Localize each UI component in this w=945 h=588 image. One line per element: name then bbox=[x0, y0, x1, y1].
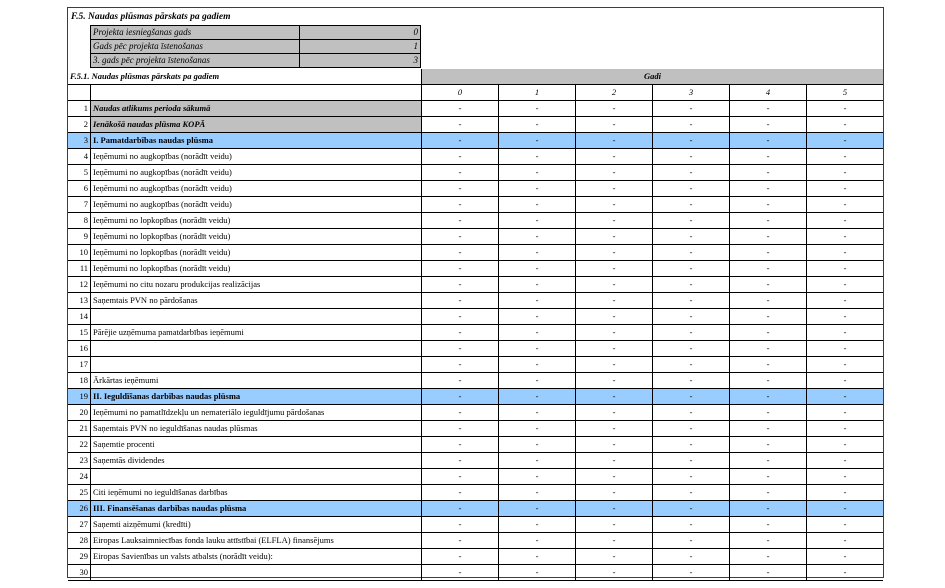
row-label[interactable]: Eiropas Savienības un valsts atbalsts (norādīt veidu): bbox=[91, 549, 422, 565]
value-cell[interactable]: - bbox=[730, 293, 807, 309]
row-number[interactable]: 29 bbox=[68, 549, 91, 565]
value-cell[interactable]: - bbox=[807, 421, 884, 437]
value-cell[interactable]: - bbox=[807, 517, 884, 533]
value-cell[interactable]: - bbox=[730, 389, 807, 405]
value-cell[interactable]: - bbox=[422, 517, 499, 533]
year-header-2[interactable]: 2 bbox=[576, 85, 653, 101]
year-header-4[interactable]: 4 bbox=[730, 85, 807, 101]
row-number[interactable]: 6 bbox=[68, 181, 91, 197]
value-cell[interactable]: - bbox=[653, 501, 730, 517]
value-cell[interactable]: - bbox=[422, 213, 499, 229]
param-label[interactable]: Gads pēc projekta īstenošanas bbox=[91, 40, 300, 54]
param-label[interactable]: Projekta iesniegšanas gads bbox=[91, 26, 300, 40]
row-number[interactable]: 17 bbox=[68, 357, 91, 373]
row-label[interactable]: Eiropas Lauksaimniecības fonda lauku attīstībai (ELFLA) finansējums bbox=[91, 533, 422, 549]
value-cell[interactable]: - bbox=[576, 325, 653, 341]
table-row bbox=[68, 565, 883, 581]
row-label[interactable]: Ieņēmumi no augkopības (norādīt veidu) bbox=[91, 149, 422, 165]
table-row bbox=[68, 277, 883, 293]
value-cell[interactable]: - bbox=[499, 357, 576, 373]
table-row bbox=[68, 117, 883, 133]
value-cell[interactable]: - bbox=[807, 325, 884, 341]
row-number[interactable]: 11 bbox=[68, 261, 91, 277]
value-cell[interactable]: - bbox=[576, 437, 653, 453]
value-cell[interactable]: - bbox=[807, 453, 884, 469]
table-row bbox=[68, 437, 883, 453]
value-cell[interactable]: - bbox=[422, 501, 499, 517]
value-cell[interactable]: - bbox=[422, 261, 499, 277]
table-row bbox=[68, 293, 883, 309]
value-cell[interactable]: - bbox=[730, 501, 807, 517]
value-cell[interactable]: - bbox=[576, 357, 653, 373]
row-number[interactable]: 22 bbox=[68, 437, 91, 453]
value-cell[interactable]: - bbox=[422, 341, 499, 357]
value-cell[interactable]: - bbox=[499, 309, 576, 325]
row-label[interactable]: Pārējie uzņēmuma pamatdarbības ieņēmumi bbox=[91, 325, 422, 341]
row-label[interactable]: Ārkārtas ieņēmumi bbox=[91, 373, 422, 389]
value-cell[interactable]: - bbox=[499, 549, 576, 565]
value-cell[interactable]: - bbox=[807, 213, 884, 229]
value-cell[interactable]: - bbox=[499, 293, 576, 309]
value-cell[interactable]: - bbox=[653, 261, 730, 277]
year-header-3[interactable]: 3 bbox=[653, 85, 730, 101]
table-row bbox=[68, 181, 883, 197]
corner-cell[interactable] bbox=[91, 85, 422, 101]
value-cell[interactable]: - bbox=[499, 405, 576, 421]
value-cell[interactable]: - bbox=[807, 117, 884, 133]
value-cell[interactable]: - bbox=[730, 437, 807, 453]
value-cell[interactable]: - bbox=[499, 149, 576, 165]
row-number[interactable]: 15 bbox=[68, 325, 91, 341]
row-number[interactable]: 21 bbox=[68, 421, 91, 437]
header-row-gadi bbox=[68, 69, 883, 85]
row-number[interactable]: 30 bbox=[68, 565, 91, 581]
value-cell[interactable]: - bbox=[499, 437, 576, 453]
value-cell[interactable]: - bbox=[653, 565, 730, 581]
value-cell[interactable]: - bbox=[499, 389, 576, 405]
value-cell[interactable]: - bbox=[653, 197, 730, 213]
row-number[interactable]: 27 bbox=[68, 517, 91, 533]
value-cell[interactable]: - bbox=[499, 341, 576, 357]
value-cell[interactable]: - bbox=[422, 405, 499, 421]
table-row bbox=[68, 197, 883, 213]
value-cell[interactable]: - bbox=[730, 405, 807, 421]
value-cell[interactable]: - bbox=[422, 389, 499, 405]
table-row bbox=[68, 213, 883, 229]
table-row bbox=[68, 453, 883, 469]
value-cell[interactable]: - bbox=[499, 181, 576, 197]
table-row bbox=[68, 165, 883, 181]
value-cell[interactable]: - bbox=[730, 213, 807, 229]
param-row bbox=[91, 40, 421, 54]
value-cell[interactable]: - bbox=[653, 549, 730, 565]
value-cell[interactable]: - bbox=[499, 277, 576, 293]
row-number[interactable]: 28 bbox=[68, 533, 91, 549]
value-cell[interactable]: - bbox=[499, 325, 576, 341]
value-cell[interactable]: - bbox=[653, 421, 730, 437]
value-cell[interactable]: - bbox=[653, 517, 730, 533]
row-label[interactable]: Saņemtais PVN no pārdošanas bbox=[91, 293, 422, 309]
value-cell[interactable]: - bbox=[422, 165, 499, 181]
value-cell[interactable]: - bbox=[730, 325, 807, 341]
table-row bbox=[68, 261, 883, 277]
value-cell[interactable]: - bbox=[807, 101, 884, 117]
value-cell[interactable]: - bbox=[730, 133, 807, 149]
value-cell[interactable]: - bbox=[653, 181, 730, 197]
row-label[interactable]: III. Finansēšanas darbības naudas plūsma bbox=[91, 501, 422, 517]
value-cell[interactable]: - bbox=[499, 501, 576, 517]
value-cell[interactable]: - bbox=[807, 485, 884, 501]
row-number[interactable]: 1 bbox=[68, 101, 91, 117]
value-cell[interactable]: - bbox=[807, 373, 884, 389]
value-cell[interactable]: - bbox=[730, 309, 807, 325]
table-row bbox=[68, 149, 883, 165]
value-cell[interactable]: - bbox=[807, 389, 884, 405]
row-label[interactable] bbox=[91, 469, 422, 485]
value-cell[interactable]: - bbox=[422, 533, 499, 549]
value-cell[interactable]: - bbox=[730, 181, 807, 197]
value-cell[interactable]: - bbox=[730, 197, 807, 213]
row-label[interactable]: Ieņēmumi no lopkopības (norādīt veidu) bbox=[91, 245, 422, 261]
value-cell[interactable]: - bbox=[730, 373, 807, 389]
row-number[interactable]: 20 bbox=[68, 405, 91, 421]
row-label[interactable]: Saņemtie procenti bbox=[91, 437, 422, 453]
row-label[interactable]: Ieņēmumi no lopkopības (norādīt veidu) bbox=[91, 261, 422, 277]
row-label[interactable]: Ieņēmumi no citu nozaru produkcijas realizācijas bbox=[91, 277, 422, 293]
row-label[interactable]: Ieņēmumi no augkopības (norādīt veidu) bbox=[91, 197, 422, 213]
value-cell[interactable]: - bbox=[422, 565, 499, 581]
row-label[interactable]: Saņemtās dividendes bbox=[91, 453, 422, 469]
value-cell[interactable]: - bbox=[730, 341, 807, 357]
row-label[interactable] bbox=[91, 357, 422, 373]
row-label[interactable]: Ieņēmumi no pamatlīdzekļu un nemateriālo ieguldījumu pārdošanas bbox=[91, 405, 422, 421]
value-cell[interactable]: - bbox=[730, 165, 807, 181]
value-cell[interactable]: - bbox=[730, 357, 807, 373]
value-cell[interactable]: - bbox=[576, 373, 653, 389]
value-cell[interactable]: - bbox=[576, 229, 653, 245]
row-label[interactable]: Ieņēmumi no augkopības (norādīt veidu) bbox=[91, 165, 422, 181]
value-cell[interactable]: - bbox=[422, 325, 499, 341]
value-cell[interactable]: - bbox=[576, 181, 653, 197]
value-cell[interactable]: - bbox=[499, 373, 576, 389]
value-cell[interactable]: - bbox=[730, 101, 807, 117]
value-cell[interactable]: - bbox=[730, 149, 807, 165]
table-row bbox=[68, 549, 883, 565]
spreadsheet-sheet bbox=[67, 7, 884, 578]
value-cell[interactable]: - bbox=[576, 245, 653, 261]
corner-cell[interactable] bbox=[68, 85, 91, 101]
value-cell[interactable]: - bbox=[653, 229, 730, 245]
value-cell[interactable]: - bbox=[499, 229, 576, 245]
value-cell[interactable]: - bbox=[730, 453, 807, 469]
value-cell[interactable]: - bbox=[576, 117, 653, 133]
param-value[interactable]: 0 bbox=[300, 26, 421, 40]
value-cell[interactable]: - bbox=[422, 437, 499, 453]
project-params-table bbox=[90, 25, 421, 68]
value-cell[interactable]: - bbox=[807, 133, 884, 149]
value-cell[interactable]: - bbox=[653, 389, 730, 405]
value-cell[interactable]: - bbox=[576, 533, 653, 549]
value-cell[interactable]: - bbox=[499, 165, 576, 181]
value-cell[interactable]: - bbox=[653, 325, 730, 341]
value-cell[interactable]: - bbox=[653, 437, 730, 453]
value-cell[interactable]: - bbox=[576, 389, 653, 405]
value-cell[interactable]: - bbox=[576, 165, 653, 181]
row-number[interactable]: 19 bbox=[68, 389, 91, 405]
value-cell[interactable]: - bbox=[576, 485, 653, 501]
value-cell[interactable]: - bbox=[807, 357, 884, 373]
row-number[interactable]: 10 bbox=[68, 245, 91, 261]
value-cell[interactable]: - bbox=[422, 245, 499, 261]
row-number[interactable]: 4 bbox=[68, 149, 91, 165]
value-cell[interactable]: - bbox=[807, 533, 884, 549]
value-cell[interactable]: - bbox=[653, 357, 730, 373]
row-label[interactable] bbox=[91, 565, 422, 581]
value-cell[interactable]: - bbox=[807, 309, 884, 325]
value-cell[interactable]: - bbox=[576, 277, 653, 293]
row-number[interactable]: 2 bbox=[68, 117, 91, 133]
value-cell[interactable]: - bbox=[499, 133, 576, 149]
value-cell[interactable]: - bbox=[576, 293, 653, 309]
value-cell[interactable]: - bbox=[422, 549, 499, 565]
table-row bbox=[68, 309, 883, 325]
value-cell[interactable]: - bbox=[576, 565, 653, 581]
value-cell[interactable]: - bbox=[807, 181, 884, 197]
years-header[interactable]: Gadi bbox=[422, 69, 884, 85]
value-cell[interactable]: - bbox=[576, 453, 653, 469]
value-cell[interactable]: - bbox=[807, 165, 884, 181]
value-cell[interactable]: - bbox=[653, 405, 730, 421]
value-cell[interactable]: - bbox=[730, 565, 807, 581]
value-cell[interactable]: - bbox=[499, 517, 576, 533]
row-number[interactable]: 24 bbox=[68, 469, 91, 485]
value-cell[interactable]: - bbox=[807, 501, 884, 517]
value-cell[interactable]: - bbox=[499, 213, 576, 229]
value-cell[interactable]: - bbox=[653, 165, 730, 181]
value-cell[interactable]: - bbox=[422, 357, 499, 373]
row-label[interactable]: Ienākošā naudas plūsma KOPĀ bbox=[91, 117, 422, 133]
value-cell[interactable]: - bbox=[499, 469, 576, 485]
value-cell[interactable]: - bbox=[653, 293, 730, 309]
value-cell[interactable]: - bbox=[730, 229, 807, 245]
value-cell[interactable]: - bbox=[422, 197, 499, 213]
value-cell[interactable]: - bbox=[653, 373, 730, 389]
value-cell[interactable]: - bbox=[730, 421, 807, 437]
value-cell[interactable]: - bbox=[422, 149, 499, 165]
param-value[interactable]: 3 bbox=[300, 54, 421, 68]
row-number[interactable]: 5 bbox=[68, 165, 91, 181]
value-cell[interactable]: - bbox=[576, 101, 653, 117]
value-cell[interactable]: - bbox=[576, 261, 653, 277]
value-cell[interactable]: - bbox=[576, 405, 653, 421]
value-cell[interactable]: - bbox=[422, 469, 499, 485]
value-cell[interactable]: - bbox=[653, 213, 730, 229]
value-cell[interactable]: - bbox=[422, 133, 499, 149]
value-cell[interactable]: - bbox=[807, 229, 884, 245]
value-cell[interactable]: - bbox=[422, 277, 499, 293]
value-cell[interactable]: - bbox=[807, 437, 884, 453]
value-cell[interactable]: - bbox=[807, 149, 884, 165]
value-cell[interactable]: - bbox=[807, 261, 884, 277]
table-row bbox=[68, 533, 883, 549]
value-cell[interactable]: - bbox=[653, 485, 730, 501]
row-label[interactable]: Naudas atlikums perioda sākumā bbox=[91, 101, 422, 117]
value-cell[interactable]: - bbox=[807, 277, 884, 293]
row-number[interactable]: 23 bbox=[68, 453, 91, 469]
row-label[interactable] bbox=[91, 309, 422, 325]
table-row bbox=[68, 501, 883, 517]
table-row bbox=[68, 469, 883, 485]
value-cell[interactable]: - bbox=[653, 277, 730, 293]
row-label[interactable]: Ieņēmumi no lopkopības (norādīt veidu) bbox=[91, 213, 422, 229]
value-cell[interactable]: - bbox=[807, 245, 884, 261]
value-cell[interactable]: - bbox=[730, 485, 807, 501]
sheet-title: F.5. Naudas plūsmas pārskats pa gadiem bbox=[71, 12, 231, 22]
row-number[interactable]: 7 bbox=[68, 197, 91, 213]
value-cell[interactable]: - bbox=[422, 421, 499, 437]
table-row bbox=[68, 389, 883, 405]
table-row bbox=[68, 405, 883, 421]
value-cell[interactable]: - bbox=[576, 213, 653, 229]
row-number[interactable]: 26 bbox=[68, 501, 91, 517]
row-number[interactable]: 3 bbox=[68, 133, 91, 149]
table-row bbox=[68, 517, 883, 533]
year-header-5[interactable]: 5 bbox=[807, 85, 884, 101]
value-cell[interactable]: - bbox=[422, 373, 499, 389]
header-row-years bbox=[68, 85, 883, 101]
value-cell[interactable]: - bbox=[576, 149, 653, 165]
row-label[interactable]: Ieņēmumi no augkopības (norādīt veidu) bbox=[91, 181, 422, 197]
row-number[interactable]: 14 bbox=[68, 309, 91, 325]
param-value[interactable]: 1 bbox=[300, 40, 421, 54]
value-cell[interactable]: - bbox=[576, 549, 653, 565]
value-cell[interactable]: - bbox=[730, 245, 807, 261]
table-row bbox=[68, 133, 883, 149]
value-cell[interactable]: - bbox=[422, 453, 499, 469]
value-cell[interactable]: - bbox=[653, 149, 730, 165]
value-cell[interactable]: - bbox=[807, 197, 884, 213]
row-label[interactable]: Citi ieņēmumi no ieguldīšanas darbības bbox=[91, 485, 422, 501]
value-cell[interactable]: - bbox=[807, 469, 884, 485]
value-cell[interactable]: - bbox=[653, 101, 730, 117]
value-cell[interactable]: - bbox=[730, 549, 807, 565]
param-row bbox=[91, 54, 421, 68]
value-cell[interactable]: - bbox=[576, 197, 653, 213]
value-cell[interactable]: - bbox=[807, 293, 884, 309]
value-cell[interactable]: - bbox=[576, 501, 653, 517]
value-cell[interactable]: - bbox=[499, 485, 576, 501]
value-cell[interactable]: - bbox=[730, 261, 807, 277]
value-cell[interactable]: - bbox=[730, 533, 807, 549]
value-cell[interactable]: - bbox=[576, 341, 653, 357]
value-cell[interactable]: - bbox=[653, 245, 730, 261]
table-row bbox=[68, 229, 883, 245]
value-cell[interactable]: - bbox=[576, 517, 653, 533]
param-label[interactable]: 3. gads pēc projekta īstenošanas bbox=[91, 54, 300, 68]
table-row bbox=[68, 101, 883, 117]
value-cell[interactable]: - bbox=[653, 117, 730, 133]
row-number[interactable]: 25 bbox=[68, 485, 91, 501]
row-label[interactable] bbox=[91, 341, 422, 357]
value-cell[interactable]: - bbox=[576, 421, 653, 437]
value-cell[interactable]: - bbox=[730, 117, 807, 133]
row-label[interactable]: Saņemtais PVN no ieguldīšanas naudas plūsmas bbox=[91, 421, 422, 437]
table-row bbox=[68, 245, 883, 261]
value-cell[interactable]: - bbox=[730, 517, 807, 533]
value-cell[interactable]: - bbox=[499, 533, 576, 549]
row-number[interactable]: 13 bbox=[68, 293, 91, 309]
row-label[interactable]: Saņemti aizņēmumi (kredīti) bbox=[91, 517, 422, 533]
value-cell[interactable]: - bbox=[730, 469, 807, 485]
value-cell[interactable]: - bbox=[499, 261, 576, 277]
value-cell[interactable]: - bbox=[653, 469, 730, 485]
row-label[interactable]: II. Ieguldīšanas darbības naudas plūsma bbox=[91, 389, 422, 405]
value-cell[interactable]: - bbox=[422, 101, 499, 117]
value-cell[interactable]: - bbox=[807, 341, 884, 357]
value-cell[interactable]: - bbox=[576, 309, 653, 325]
section-title[interactable]: F.5.1. Naudas plūsmas pārskats pa gadiem bbox=[68, 69, 422, 85]
row-number[interactable]: 18 bbox=[68, 373, 91, 389]
cashflow-table bbox=[68, 69, 883, 581]
value-cell[interactable]: - bbox=[730, 277, 807, 293]
value-cell[interactable]: - bbox=[422, 293, 499, 309]
year-header-0[interactable]: 0 bbox=[422, 85, 499, 101]
value-cell[interactable]: - bbox=[499, 245, 576, 261]
value-cell[interactable]: - bbox=[499, 565, 576, 581]
value-cell[interactable]: - bbox=[807, 549, 884, 565]
table-row bbox=[68, 485, 883, 501]
row-number[interactable]: 12 bbox=[68, 277, 91, 293]
table-row bbox=[68, 325, 883, 341]
value-cell[interactable]: - bbox=[576, 469, 653, 485]
row-number[interactable]: 16 bbox=[68, 341, 91, 357]
value-cell[interactable]: - bbox=[653, 341, 730, 357]
row-label[interactable]: I. Pamatdarbības naudas plūsma bbox=[91, 133, 422, 149]
value-cell[interactable]: - bbox=[422, 117, 499, 133]
value-cell[interactable]: - bbox=[422, 181, 499, 197]
row-number[interactable]: 9 bbox=[68, 229, 91, 245]
value-cell[interactable]: - bbox=[653, 309, 730, 325]
value-cell[interactable]: - bbox=[499, 117, 576, 133]
row-label[interactable]: Ieņēmumi no lopkopības (norādīt veidu) bbox=[91, 229, 422, 245]
value-cell[interactable]: - bbox=[422, 485, 499, 501]
value-cell[interactable]: - bbox=[807, 405, 884, 421]
value-cell[interactable]: - bbox=[499, 453, 576, 469]
value-cell[interactable]: - bbox=[807, 565, 884, 581]
value-cell[interactable]: - bbox=[422, 309, 499, 325]
value-cell[interactable]: - bbox=[499, 421, 576, 437]
value-cell[interactable]: - bbox=[653, 533, 730, 549]
param-row bbox=[91, 26, 421, 40]
year-header-1[interactable]: 1 bbox=[499, 85, 576, 101]
value-cell[interactable]: - bbox=[422, 229, 499, 245]
value-cell[interactable]: - bbox=[576, 133, 653, 149]
value-cell[interactable]: - bbox=[653, 453, 730, 469]
value-cell[interactable]: - bbox=[499, 101, 576, 117]
table-row bbox=[68, 421, 883, 437]
table-row bbox=[68, 341, 883, 357]
row-number[interactable]: 8 bbox=[68, 213, 91, 229]
table-row bbox=[68, 373, 883, 389]
value-cell[interactable]: - bbox=[499, 197, 576, 213]
value-cell[interactable]: - bbox=[653, 133, 730, 149]
table-row bbox=[68, 357, 883, 373]
